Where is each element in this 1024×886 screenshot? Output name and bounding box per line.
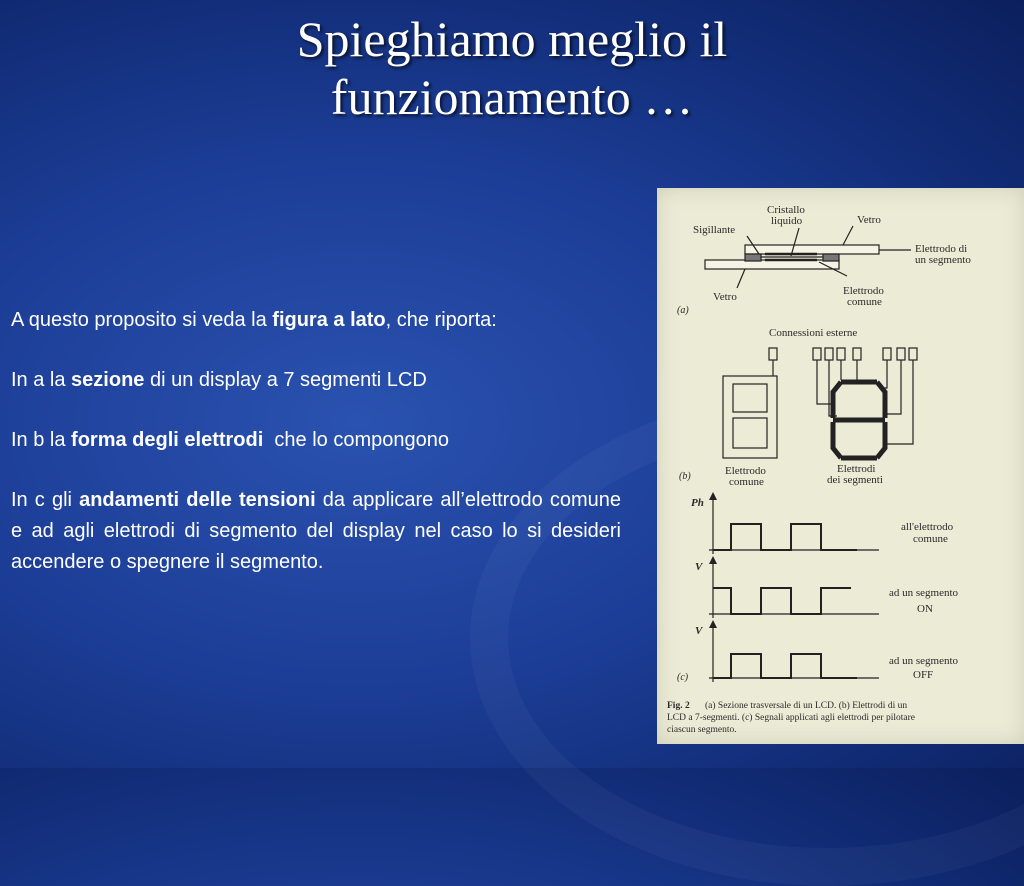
paragraph-section-b [11,425,621,456]
p1-bold: figura a lato [272,309,386,331]
label-on-1: ad un segmento [889,587,959,599]
leader-vetro-top [843,226,853,245]
label-elettrodi-seg-2: dei segmenti [827,474,883,486]
p2-bold: sezione [71,369,145,391]
label-vetro-bottom: Vetro [713,291,737,303]
arrow-v2 [709,620,717,628]
caption-fig-number: Fig. 2 [667,701,690,711]
tag-a: (a) [677,305,689,316]
seg-connector-4 [853,348,861,360]
label-elettrodo-seg-1: Elettrodo di [915,243,968,255]
p4-text: In c gli [11,489,80,511]
p1-text-end: , che riporta: [385,309,497,331]
p4-bold: andamenti delle tensioni [79,489,316,511]
p2-text: In a la [11,369,72,391]
common-electrode-window-top [733,384,767,412]
leader-vetro-bottom [737,269,745,288]
common-connector [769,348,777,360]
label-elettrodo-seg-2: un segmento [915,254,971,266]
label-sigillante: Sigillante [693,224,736,236]
section-a [705,226,911,288]
label-elettrodo-comune-1: Elettrodo [725,465,766,477]
label-connessioni: Connessioni esterne [769,327,858,339]
label-cristallo-2: liquido [771,215,803,227]
seg-connector-1 [813,348,821,360]
label-elettrodo-com-1: Elettrodo [843,285,884,297]
p4-text-end: da applicare all’elettrodo comune e ad agli elettrodi di segmento del display nel caso lo si desideri accendere o spegnere il segmento. [11,489,621,573]
slide-body [11,305,621,607]
caption-line-3: ciascun segmento. [667,725,737,735]
axis-label-v1: V [695,561,703,573]
common-electrode-window-bottom [733,418,767,448]
arrow-v1 [709,556,717,564]
p1-text: A questo proposito si veda la [11,309,273,331]
section-b [723,348,917,458]
seg-connector-3 [837,348,845,360]
lcd-figure [657,188,1024,744]
caption-line-2: LCD a 7-segmenti. (c) Segnali applicati agli elettrodi per pilotare [667,713,915,723]
caption-line-1: (a) Sezione trasversale di un LCD. (b) Elettrodi di un [705,701,908,711]
glass-top [745,245,879,254]
p3-bold: forma degli elettrodi [71,429,264,451]
p2-text-end: di un display a 7 segmenti LCD [144,369,427,391]
paragraph-section-a [11,365,621,396]
sealant-left [745,254,761,261]
label-comune-2: comune [913,533,948,545]
label-comune-1: all'elettrodo [901,521,954,533]
label-cristallo-1: Cristallo [767,204,805,216]
label-elettrodi-seg-1: Elettrodi [837,463,876,475]
p3-text: In b la [11,429,72,451]
paragraph-intro [11,305,621,336]
glass-bottom [705,260,839,269]
waveform-common [713,524,857,550]
waveform-on [713,588,851,614]
section-c [709,496,879,682]
lcd-figure-drawing [657,188,1024,744]
segment-electrodes [833,382,885,458]
p3-text-end: che lo compongono [263,429,449,451]
label-vetro-top: Vetro [857,214,881,226]
tag-b: (b) [679,471,691,482]
seg-connector-5 [883,348,891,360]
common-electrode-outline [723,376,777,458]
axis-label-ph: Ph [691,497,704,509]
waveform-off [713,654,857,678]
label-elettrodo-com-2: comune [847,296,882,308]
seg-connector-7 [909,348,917,360]
axis-label-v2: V [695,625,703,637]
sealant-right [823,254,839,261]
paragraph-section-c [11,485,621,578]
tag-c: (c) [677,672,689,683]
label-off-2: OFF [913,669,934,681]
label-on-2: ON [917,603,933,615]
title-line-1: Spieghiamo meglio il [296,11,728,67]
label-off-1: ad un segmento [889,655,959,667]
label-elettrodo-comune-2: comune [729,476,764,488]
slide-title [0,10,1024,126]
title-line-2: funzionamento … [330,69,694,125]
arrow-ph [709,492,717,500]
seg-connector-2 [825,348,833,360]
seg-connector-6 [897,348,905,360]
